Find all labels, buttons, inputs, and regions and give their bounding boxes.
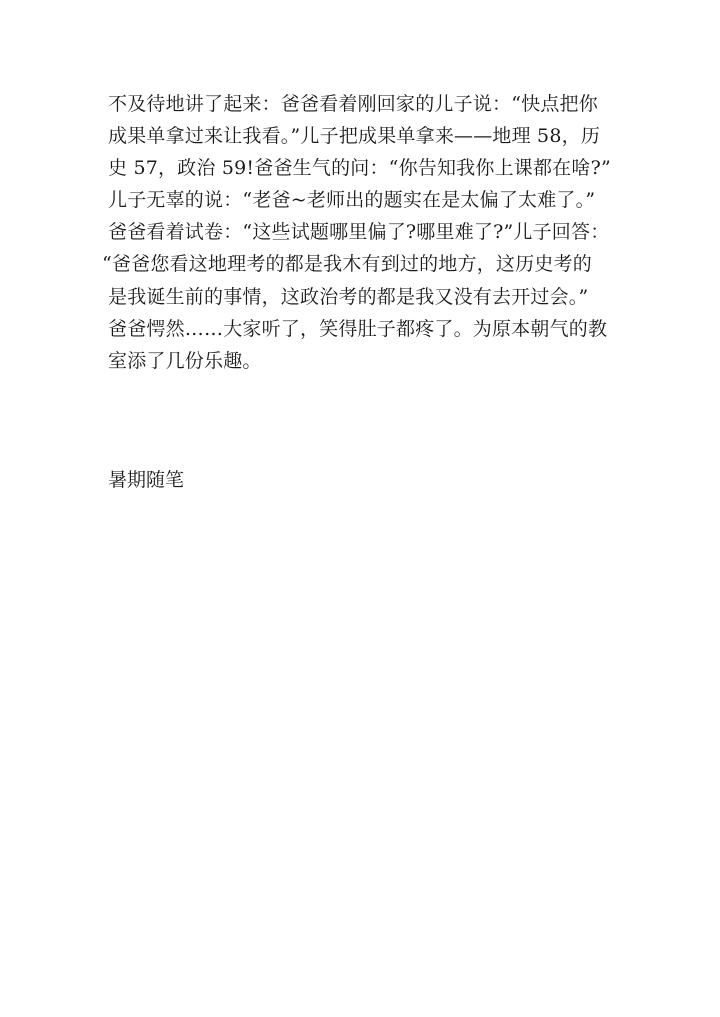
paragraph-line: 爸爸愕然……大家听了，笑得肚子都疼了。为原本朝气的教: [108, 317, 608, 340]
paragraph-line: 是我诞生前的事情，这政治考的都是我又没有去开过会。”: [108, 285, 589, 308]
paragraph-line: 儿子无辜的说：“老爸~老师出的题实在是太偏了太难了。”: [108, 189, 596, 212]
paragraph-line: 不及待地讲了起来：爸爸看着刚回家的儿子说：“快点把你: [108, 93, 598, 115]
paragraph-line: 爸爸看着试卷：“这些试题哪里偏了?哪里难了?”儿子回答：: [108, 221, 610, 244]
paragraph-line: 史 57，政治 59!爸爸生气的问：“你告知我你上课都在啥?”: [108, 157, 611, 180]
paragraph-line: 室添了几份乐趣。: [108, 349, 262, 372]
paragraph-line: “爸爸您看这地理考的都是我木有到过的地方，这历史考的: [102, 253, 592, 276]
paragraph-line: 成果单拿过来让我看。”儿子把成果单拿来——地理 58，历: [108, 125, 601, 148]
section-heading: 暑期随笔: [108, 469, 185, 491]
story-paragraph: [102, 88, 620, 377]
